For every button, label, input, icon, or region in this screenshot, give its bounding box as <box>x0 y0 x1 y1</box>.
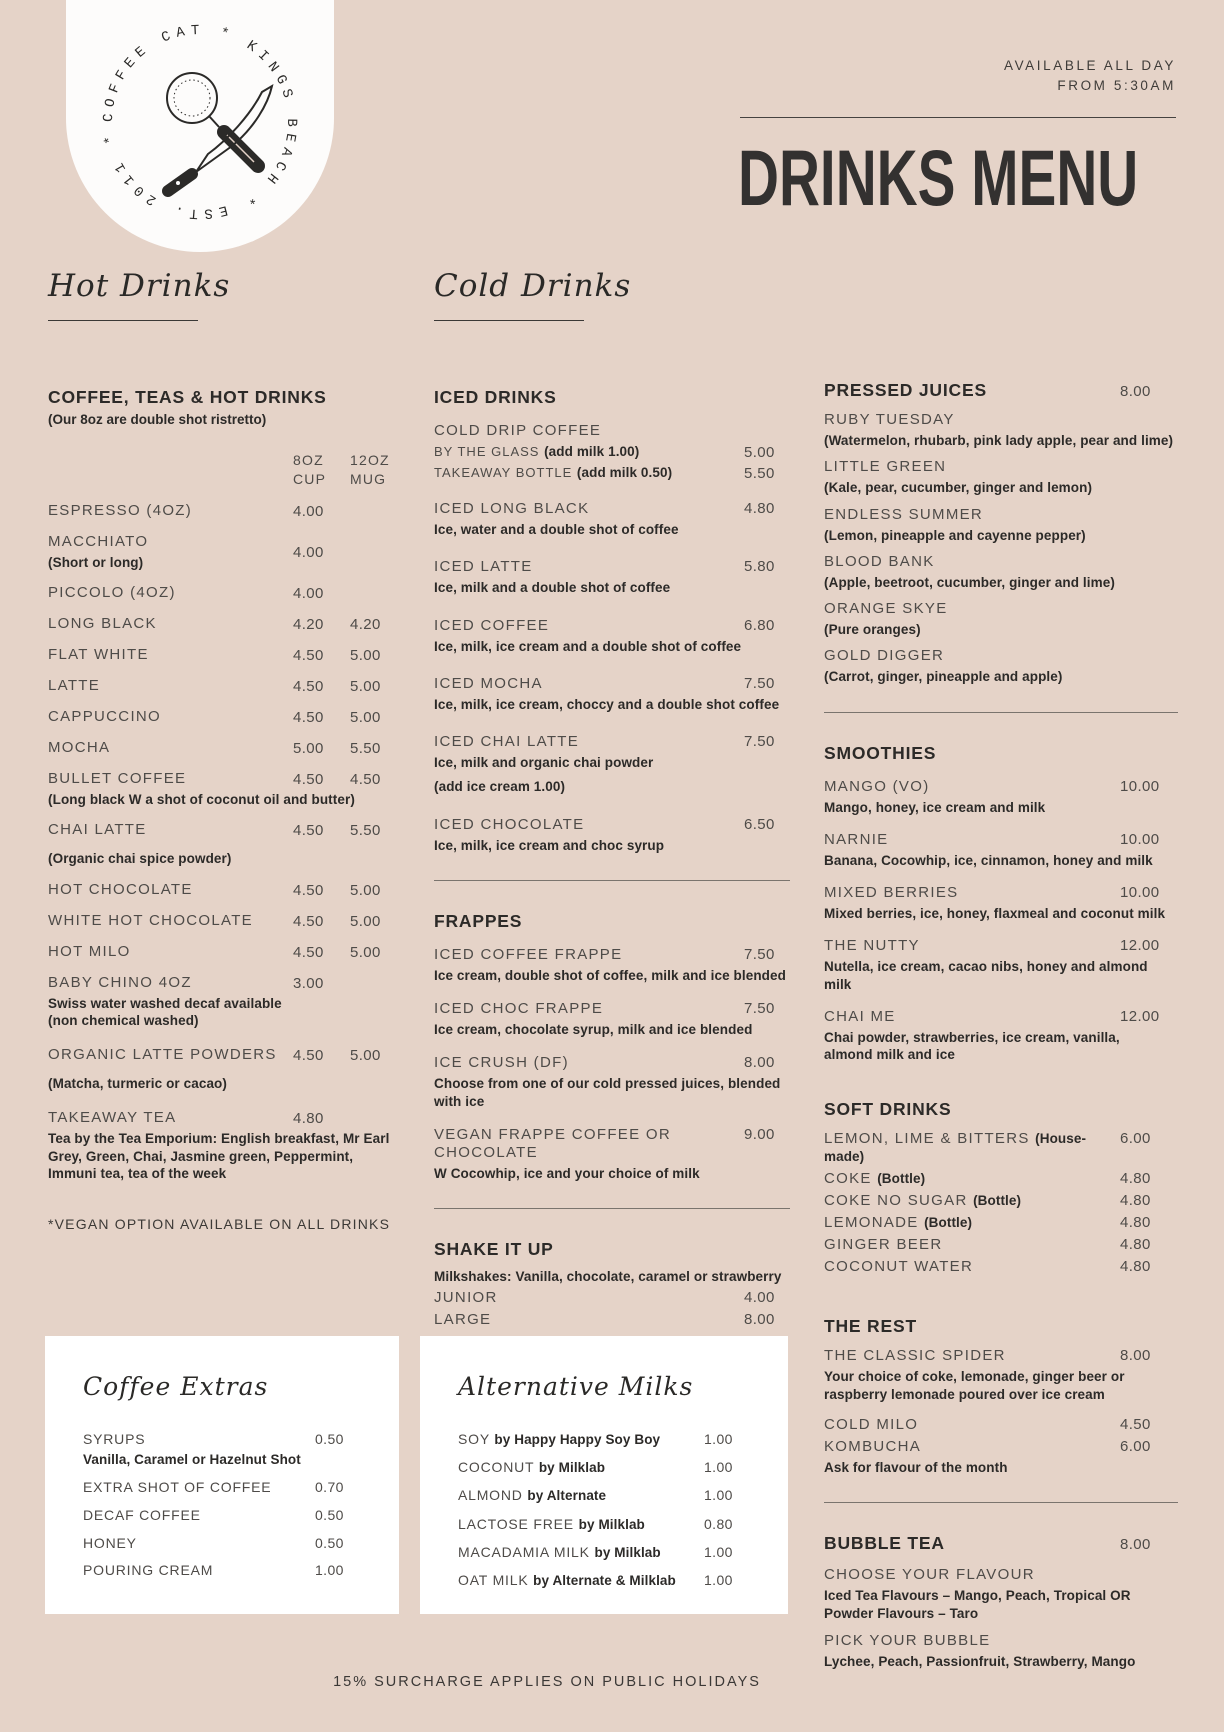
item-name: JUNIOR <box>434 1289 498 1307</box>
menu-item-row <box>48 881 400 899</box>
menu-item-row <box>48 584 400 602</box>
item-price-cup: 4.50 <box>293 771 324 789</box>
item-desc: Ice, water and a double shot of coffee <box>434 522 679 537</box>
item-price: 7.50 <box>744 1000 775 1018</box>
item-desc: Chai powder, strawberries, ice cream, vanilla, almond milk and ice <box>824 1029 1120 1063</box>
item-name: SYRUPS <box>83 1431 146 1447</box>
item-desc: (Kale, pear, cucumber, ginger and lemon) <box>824 480 1093 496</box>
item-name: MIXED BERRIES <box>824 884 959 902</box>
item-name: ICE CRUSH (DF) <box>434 1054 569 1072</box>
menu-item-row <box>434 733 790 751</box>
menu-item-row <box>83 1535 361 1552</box>
vegan-note: *VEGAN OPTION AVAILABLE ON ALL DRINKS <box>48 1216 391 1233</box>
item-name: HOT CHOCOLATE <box>48 880 193 898</box>
item-desc: Iced Tea Flavours – Mango, Peach, Tropical OR Powder Flavours – Taro <box>824 1588 1131 1621</box>
coffee-extras-script-heading: Coffee Extras <box>83 1372 269 1401</box>
section-divider <box>434 880 790 881</box>
item-price: 1.00 <box>315 1562 344 1579</box>
menu-item-row <box>434 500 790 518</box>
item-name: SOY by Happy Happy Soy Boy <box>458 1431 661 1447</box>
menu-item-row <box>434 444 790 461</box>
item-note: by Milklab <box>578 1516 645 1532</box>
item-price-mug: 5.00 <box>350 943 381 961</box>
item-price: 1.00 <box>704 1571 733 1588</box>
menu-item-row <box>458 1459 750 1476</box>
item-name: MANGO (VO) <box>824 777 930 795</box>
item-desc: Ask for flavour of the month <box>824 1459 1008 1475</box>
item-name: ICED LONG BLACK <box>434 500 590 517</box>
item-price-mug: 5.00 <box>350 1047 381 1065</box>
item-desc: Mixed berries, ice, honey, flaxmeal and coconut milk <box>824 906 1166 922</box>
alternative-milks-box <box>420 1336 788 1614</box>
item-name: HONEY <box>83 1534 137 1551</box>
menu-item-row <box>83 1431 361 1468</box>
item-price-cup: 3.00 <box>293 974 324 992</box>
item-name: CHAI ME <box>824 1007 896 1025</box>
menu-item-row <box>824 1416 1178 1434</box>
item-name: POURING CREAM <box>83 1562 214 1579</box>
item-name: ALMOND by Alternate <box>458 1487 607 1504</box>
menu-item-row <box>48 1109 400 1127</box>
item-price: 8.00 <box>744 1054 775 1072</box>
section-title-frappes: FRAPPES <box>434 910 523 931</box>
item-name: PICCOLO (4OZ) <box>48 584 176 602</box>
item-price: 5.80 <box>744 558 775 576</box>
item-desc: (add ice cream 1.00) <box>434 779 566 795</box>
item-price-cup: 4.50 <box>293 943 324 961</box>
menu-item-row <box>48 943 400 961</box>
menu-item-row <box>48 1046 400 1064</box>
menu-item-row <box>434 1126 790 1162</box>
item-name: ORGANIC LATTE POWDERS <box>48 1046 277 1064</box>
item-price-cup: 4.50 <box>293 678 324 696</box>
item-subline: TAKEAWAY BOTTLE (add milk 0.50) <box>434 465 673 480</box>
menu-item-row <box>48 615 400 633</box>
item-price: 7.50 <box>744 945 775 963</box>
item-desc: Lychee, Peach, Passionfruit, Strawberry, Mango <box>824 1653 1136 1669</box>
item-desc: Ice, milk, ice cream, choccy and a double shot coffee <box>434 696 780 712</box>
item-price-cup: 4.50 <box>293 822 324 840</box>
item-desc: (non chemical washed) <box>48 1012 199 1028</box>
item-price-mug <box>350 1109 400 1110</box>
menu-item-row <box>824 1236 1178 1254</box>
coffee-cat-logo <box>66 0 334 252</box>
item-note: (add milk 1.00) <box>544 444 640 459</box>
item-name: KOMBUCHA <box>824 1437 922 1455</box>
item-price: 5.00 <box>744 444 775 461</box>
coffee-extras-box <box>45 1336 399 1614</box>
item-name: VEGAN FRAPPE COFFEE OR CHOCOLATE <box>434 1125 671 1161</box>
section-title-the-rest: THE REST <box>824 1316 917 1337</box>
item-name: WHITE HOT CHOCOLATE <box>48 911 253 929</box>
item-name: ICED CHOC FRAPPE <box>434 1000 604 1018</box>
item-name: COCONUT by Milklab <box>458 1459 606 1476</box>
item-name: NARNIE <box>824 830 889 848</box>
menu-item-row <box>48 974 400 992</box>
section-title-coffee-teas: COFFEE, TEAS & HOT DRINKS <box>48 387 327 407</box>
section-title-smoothies: SMOOTHIES <box>824 742 937 763</box>
item-desc: Tea by the Tea Emporium: English breakfast, Mr Earl Grey, Green, Chai, Jasmine green, Peppermint, Immuni tea, tea of the week <box>48 1131 390 1181</box>
item-price-mug: 5.00 <box>350 647 381 665</box>
availability-note <box>1004 56 1176 97</box>
item-price-mug: 5.50 <box>350 740 381 758</box>
item-price: 0.50 <box>315 1534 344 1551</box>
menu-item-row <box>824 937 1178 955</box>
item-desc: Ice cream, chocolate syrup, milk and ice blended <box>434 1022 753 1038</box>
menu-item-row <box>824 884 1178 902</box>
item-name: TAKEAWAY TEA <box>48 1109 177 1127</box>
menu-item-row <box>824 1130 1178 1166</box>
section-price: 8.00 <box>1120 383 1151 400</box>
section-title-pressed-juices: PRESSED JUICES <box>824 380 987 400</box>
item-price-mug <box>350 551 400 552</box>
menu-item-row <box>48 708 400 726</box>
item-name: COKE (Bottle) <box>824 1170 926 1188</box>
item-desc: W Cocowhip, ice and your choice of milk <box>434 1165 700 1181</box>
item-price: 1.00 <box>704 1459 733 1476</box>
menu-item-row <box>824 1438 1178 1456</box>
item-name: ICED CHAI LATTE <box>434 733 580 751</box>
item-name: MACADAMIA MILK by Milklab <box>458 1543 661 1560</box>
menu-item-row <box>434 558 790 576</box>
item-desc: (Matcha, turmeric or cacao) <box>48 1076 228 1092</box>
menu-item-row <box>458 1431 750 1448</box>
item-price: 7.50 <box>744 674 775 692</box>
menu-item-row <box>434 617 790 635</box>
menu-item-row <box>83 1562 361 1579</box>
item-price-cup: 4.50 <box>293 912 324 930</box>
menu-item-row <box>83 1479 361 1496</box>
item-desc: (Pure oranges) <box>824 622 921 638</box>
item-name: COLD MILO <box>824 1415 919 1433</box>
item-price: 4.80 <box>744 500 775 517</box>
section-title-iced-drinks: ICED DRINKS <box>434 387 557 407</box>
menu-item-row <box>824 1170 1178 1188</box>
item-desc: Nutella, ice cream, cacao nibs, honey and almond milk <box>824 959 1148 992</box>
item-desc: Your choice of coke, lemonade, ginger beer or raspberry lemonade poured over ice cream <box>824 1369 1125 1402</box>
item-subline: BY THE GLASS (add milk 1.00) <box>434 444 640 459</box>
menu-item-row <box>434 946 790 964</box>
item-note: by Milklab <box>594 1544 661 1560</box>
item-desc: Vanilla, Caramel or Hazelnut Shot <box>83 1451 301 1467</box>
surcharge-footer: 15% SURCHARGE APPLIES ON PUBLIC HOLIDAYS <box>333 1674 761 1690</box>
menu-item-row <box>434 1311 790 1329</box>
item-name: CAPPUCCINO <box>48 708 162 726</box>
item-name: LONG BLACK <box>48 615 157 633</box>
item-price-cup: 4.50 <box>293 647 324 665</box>
menu-item-row <box>434 816 790 834</box>
menu-item-row <box>458 1544 750 1561</box>
item-name: EXTRA SHOT OF COFFEE <box>83 1479 272 1496</box>
item-price-mug: 5.50 <box>350 822 381 840</box>
item-note: (Bottle) <box>877 1171 926 1187</box>
item-name: CHOOSE YOUR FLAVOUR <box>824 1566 1035 1584</box>
item-note: (add milk 0.50) <box>576 465 673 480</box>
item-price: 4.80 <box>1120 1236 1151 1254</box>
item-desc: Ice, milk and a double shot of coffee <box>434 580 671 596</box>
section-desc: Milkshakes: Vanilla, chocolate, caramel or strawberry <box>434 1269 782 1285</box>
item-price: 0.70 <box>315 1479 344 1496</box>
item-name: ICED LATTE <box>434 558 533 576</box>
item-name: ICED COFFEE <box>434 616 550 634</box>
item-price-mug: 5.00 <box>350 709 381 727</box>
menu-item-row <box>48 533 400 571</box>
menu-item-row <box>48 821 400 839</box>
item-price: 6.80 <box>744 616 775 634</box>
item-price: 9.00 <box>744 1125 775 1143</box>
alternative-milks-script-heading: Alternative Milks <box>458 1372 694 1401</box>
item-name: ORANGE SKYE <box>824 600 948 618</box>
menu-item-row <box>48 677 400 695</box>
section-header-row <box>824 380 1178 401</box>
item-desc: Ice cream, double shot of coffee, milk and ice blended <box>434 967 786 983</box>
item-price-mug: 4.50 <box>350 771 381 789</box>
menu-item-row <box>48 502 400 520</box>
section-header-row <box>824 1533 1178 1554</box>
item-desc: Choose from one of our cold pressed juices, blended with ice <box>434 1076 781 1109</box>
item-name: LEMONADE (Bottle) <box>824 1214 973 1232</box>
item-desc: (Carrot, ginger, pineapple and apple) <box>824 669 1063 685</box>
menu-item-row <box>48 739 400 757</box>
menu-item-row <box>48 646 400 664</box>
section-divider <box>434 1208 790 1209</box>
item-name: BULLET COFFEE <box>48 770 187 788</box>
menu-item-row <box>48 912 400 930</box>
logo-badge <box>66 0 334 252</box>
item-price-cup: 4.50 <box>293 1047 324 1065</box>
item-price: 10.00 <box>1120 884 1160 902</box>
item-name: CHAI LATTE <box>48 821 147 839</box>
menu-item-row <box>434 465 790 482</box>
item-desc: Ice, milk and organic chai powder <box>434 755 654 771</box>
item-name: LACTOSE FREE by Milklab <box>458 1515 645 1532</box>
item-price: 1.00 <box>704 1487 733 1504</box>
item-price: 5.50 <box>744 465 775 482</box>
menu-item-row <box>824 1008 1178 1026</box>
item-name: COKE NO SUGAR (Bottle) <box>824 1192 1022 1210</box>
item-price-mug: 5.00 <box>350 678 381 696</box>
item-price-cup: 4.00 <box>293 502 324 520</box>
item-note: (Bottle) <box>973 1193 1022 1209</box>
item-price: 8.00 <box>1120 1347 1151 1365</box>
item-price-cup: 5.00 <box>293 740 324 758</box>
item-price-mug <box>350 502 400 503</box>
item-desc: Ice, milk, ice cream and choc syrup <box>434 837 665 853</box>
item-price: 0.50 <box>315 1431 344 1447</box>
item-price: 8.00 <box>744 1311 775 1329</box>
menu-item-row <box>434 675 790 693</box>
item-name: LITTLE GREEN <box>824 458 947 476</box>
menu-item-row <box>824 778 1178 796</box>
item-note: (House-made) <box>824 1131 1087 1165</box>
item-price: 4.80 <box>1120 1258 1151 1276</box>
section-divider <box>824 1502 1178 1503</box>
menu-item-row <box>824 1258 1178 1276</box>
item-price-cup: 4.00 <box>293 543 324 561</box>
item-name: COCONUT WATER <box>824 1258 974 1276</box>
item-name: THE NUTTY <box>824 937 920 955</box>
item-desc: Swiss water washed decaf available <box>48 995 282 1011</box>
item-desc: Mango, honey, ice cream and milk <box>824 799 1046 815</box>
item-price: 6.00 <box>1120 1437 1151 1455</box>
item-desc: (Apple, beetroot, cucumber, ginger and lime) <box>824 574 1115 590</box>
item-price-cup: 4.20 <box>293 616 324 634</box>
item-name: ICED MOCHA <box>434 674 543 692</box>
menu-item-row <box>824 1192 1178 1210</box>
item-name: ESPRESSO (4OZ) <box>48 501 193 519</box>
page-title: DRINKS MENU <box>738 133 1139 222</box>
menu-item-row <box>458 1572 750 1589</box>
item-name: MACCHIATO <box>48 532 149 550</box>
section-title-soft-drinks: SOFT DRINKS <box>824 1099 952 1120</box>
item-note: by Alternate & Milklab <box>533 1572 676 1588</box>
menu-item-row <box>824 1347 1178 1365</box>
item-desc: (Organic chai spice powder) <box>48 851 232 867</box>
section-note: (Our 8oz are double shot ristretto) <box>48 412 267 427</box>
item-price-cup: 4.80 <box>293 1110 324 1128</box>
item-name: LARGE <box>434 1311 492 1329</box>
item-price: 10.00 <box>1120 777 1160 795</box>
item-name: DECAF COFFEE <box>83 1506 201 1523</box>
item-price: 6.00 <box>1120 1130 1151 1148</box>
item-name: LEMON, LIME & BITTERS (House-made) <box>824 1130 1087 1165</box>
item-price: 1.00 <box>704 1543 733 1560</box>
item-price: 10.00 <box>1120 830 1160 848</box>
item-note: by Milklab <box>538 1460 606 1476</box>
item-price: 4.80 <box>1120 1170 1151 1188</box>
item-name: MOCHA <box>48 739 111 757</box>
menu-item-row <box>48 770 400 788</box>
item-price-mug <box>350 974 400 975</box>
menu-item-row <box>434 1289 790 1307</box>
item-name: GOLD DIGGER <box>824 647 945 665</box>
availability-line2: FROM 5:30AM <box>1057 78 1176 94</box>
heading-underline <box>434 320 584 321</box>
item-desc: (Long black W a shot of coconut oil and butter) <box>48 792 355 808</box>
item-price-mug: 4.20 <box>350 616 381 634</box>
item-price: 7.50 <box>744 733 775 751</box>
item-name: ICED CHOCOLATE <box>434 815 585 833</box>
item-price: 1.00 <box>704 1431 733 1447</box>
item-desc: (Watermelon, rhubarb, pink lady apple, pear and lime) <box>824 433 1174 448</box>
header-divider <box>740 117 1176 118</box>
size-header-cup: 8OZ CUP <box>293 452 327 487</box>
menu-item-row <box>434 1054 790 1072</box>
size-header-mug: 12OZ MUG <box>350 452 390 487</box>
heading-underline <box>48 320 198 321</box>
item-price: 4.00 <box>744 1289 775 1307</box>
section-title-shake-it-up: SHAKE IT UP <box>434 1239 554 1260</box>
item-price: 6.50 <box>744 815 775 833</box>
logo-circle-text: COFFEE CAT * KINGS BEACH * EST. 2011 * <box>100 22 300 222</box>
item-price-cup: 4.50 <box>293 881 324 899</box>
item-name: ICED COFFEE FRAPPE <box>434 945 623 963</box>
item-name: FLAT WHITE <box>48 646 149 664</box>
menu-item-row <box>458 1516 750 1533</box>
menu-item-row <box>83 1507 361 1524</box>
item-price: 12.00 <box>1120 937 1160 955</box>
section-price: 8.00 <box>1120 1536 1151 1554</box>
item-name: RUBY TUESDAY <box>824 411 955 428</box>
item-price-mug <box>350 584 400 585</box>
menu-item-row <box>824 831 1178 849</box>
item-price: 0.50 <box>315 1506 344 1523</box>
item-name: BLOOD BANK <box>824 552 935 570</box>
knife-icon <box>168 86 272 191</box>
item-desc: Banana, Cocowhip, ice, cinnamon, honey and milk <box>824 852 1153 868</box>
item-name: GINGER BEER <box>824 1236 943 1254</box>
item-price-cup: 4.50 <box>293 709 324 727</box>
item-desc: (Lemon, pineapple and cayenne pepper) <box>824 527 1086 543</box>
item-name: HOT MILO <box>48 942 131 960</box>
menu-item-row <box>434 1000 790 1018</box>
item-price-mug: 5.00 <box>350 881 381 899</box>
item-name: BABY CHINO 4OZ <box>48 973 192 991</box>
item-name: COLD DRIP COFFEE <box>434 422 602 439</box>
availability-line1: AVAILABLE ALL DAY <box>1003 58 1176 73</box>
menu-item-row <box>458 1487 750 1504</box>
item-price-mug: 5.00 <box>350 912 381 930</box>
item-note: by Alternate <box>527 1488 607 1504</box>
item-price-cup: 4.00 <box>293 585 324 603</box>
hot-drinks-script-heading: Hot Drinks <box>48 268 231 304</box>
right-column <box>824 268 1178 1670</box>
item-price: 4.80 <box>1120 1214 1151 1232</box>
menu-item-row <box>824 1214 1178 1232</box>
item-note: (Bottle) <box>924 1215 973 1231</box>
item-name: LATTE <box>48 677 101 695</box>
item-desc: (Short or long) <box>48 554 144 570</box>
item-name: OAT MILK by Alternate & Milklab <box>458 1571 676 1588</box>
item-name: THE CLASSIC SPIDER <box>824 1347 1006 1365</box>
item-desc: Ice, milk, ice cream and a double shot of coffee <box>434 638 742 654</box>
item-price: 12.00 <box>1120 1007 1160 1025</box>
item-name: ENDLESS SUMMER <box>824 505 984 523</box>
section-title-bubble-tea: BUBBLE TEA <box>824 1533 945 1554</box>
item-name: PICK YOUR BUBBLE <box>824 1631 991 1649</box>
item-note: by Happy Happy Soy Boy <box>494 1432 661 1447</box>
section-divider <box>824 712 1178 713</box>
cold-drinks-script-heading: Cold Drinks <box>434 268 632 304</box>
item-price: 4.80 <box>1120 1192 1151 1210</box>
price-column-headers <box>48 451 400 489</box>
item-price: 4.50 <box>1120 1415 1151 1433</box>
item-price: 0.80 <box>704 1515 733 1532</box>
